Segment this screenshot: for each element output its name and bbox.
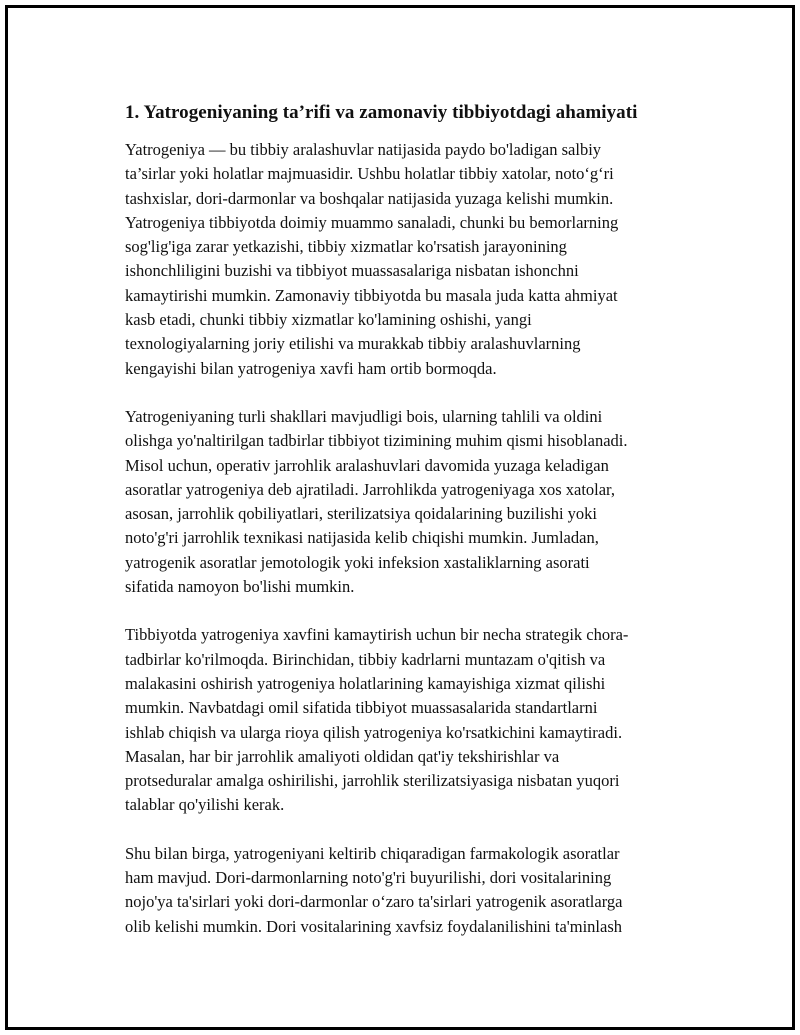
text-line: ham mavjud. Dori-darmonlarning noto'g'ri buyurilishi, dori vositalarining xyxy=(125,868,612,888)
text-line: protseduralar amalga oshirilishi, jarrohlik sterilizatsiyasiga nisbatan yuqori xyxy=(125,771,620,791)
page-frame xyxy=(5,5,795,1030)
paragraph-1 xyxy=(125,138,699,381)
section-heading: 1. Yatrogeniyaning ta’rifi va zamonaviy tibbiyotdagi ahamiyati xyxy=(125,102,638,123)
text-line: Yatrogeniya — bu tibbiy aralashuvlar natijasida paydo bo'ladigan salbiy xyxy=(125,140,602,159)
text-line: olishga yo'naltirilgan tadbirlar tibbiyot tizimining muhim qismi hisoblanadi. xyxy=(125,431,628,451)
text-line: sifatida namoyon bo'lishi mumkin. xyxy=(125,577,355,597)
paragraph-3 xyxy=(125,623,699,817)
text-line: asosan, jarrohlik qobiliyatlari, sterilizatsiya qoidalarining buzilishi yoki xyxy=(125,504,597,524)
text-line: Tibbiyotda yatrogeniya xavfini kamaytirish uchun bir necha strategik chora- xyxy=(125,625,629,645)
text-line: ishonchliligini buzishi va tibbiyot muassasalariga nisbatan ishonchni xyxy=(125,261,579,281)
text-line: Misol uchun, operativ jarrohlik aralashuvlari davomida yuzaga keladigan xyxy=(125,455,609,475)
text-line: Yatrogeniyaning turli shakllari mavjudligi bois, ularning tahlili va oldini xyxy=(125,406,603,426)
text-line: asoratlar yatrogeniya deb ajratiladi. Jarrohlikda yatrogeniyaga xos xatolar, xyxy=(125,479,616,499)
text-line: olib kelishi mumkin. Dori vositalarining xavfsiz foydalanilishini ta'minlash xyxy=(125,916,622,936)
text-line: tashxislar, dori-darmonlar va boshqalar natijasida yuzaga kelishi mumkin. xyxy=(125,188,614,208)
text-line: kengayishi bilan yatrogeniya xavfi ham ortib bormoqda. xyxy=(125,358,497,378)
text-line: noto'g'ri jarrohlik texnikasi natijasida kelib chiqishi mumkin. Jumladan, xyxy=(125,528,599,548)
text-line: talablar qo'yilishi kerak. xyxy=(125,795,285,815)
document-body xyxy=(121,100,699,963)
text-line: ta’sirlar yoki holatlar majmuasidir. Ushbu holatlar tibbiy xatolar, noto‘g‘ri xyxy=(125,164,614,184)
text-line: kamaytirishi mumkin. Zamonaviy tibbiyotda bu masala juda katta ahmiyat xyxy=(125,285,618,305)
text-line: Yatrogeniya tibbiyotda doimiy muammo sanaladi, chunki bu bemorlarning xyxy=(125,212,619,232)
text-line: Shu bilan birga, yatrogeniyani keltirib chiqaradigan farmakologik asoratlar xyxy=(125,843,620,863)
text-line: yatrogenik asoratlar jemotologik yoki infeksion xastaliklarning asorati xyxy=(125,552,590,572)
text-line: tadbirlar ko'rilmoqda. Birinchidan, tibbiy kadrlarni muntazam o'qitish va xyxy=(125,649,606,669)
text-line: mumkin. Navbatdagi omil sifatida tibbiyot muassasalarida standartlarni xyxy=(125,698,598,718)
text-line: kasb etadi, chunki tibbiy xizmatlar ko'lamining oshishi, yangi xyxy=(125,310,532,330)
text-line: ishlab chiqish va ularga rioya qilish yatrogeniya ko'rsatkichini kamaytiradi. xyxy=(125,722,623,742)
text-line: texnologiyalarning joriy etilishi va murakkab tibbiy aralashuvlarning xyxy=(125,334,581,354)
text-line: nojo'ya ta'sirlari yoki dori-darmonlar o‘zaro ta'sirlari yatrogenik asoratlarga xyxy=(125,892,623,912)
text-line: sog'lig'iga zarar yetkazishi, tibbiy xizmatlar ko'rsatish jarayonining xyxy=(125,237,567,257)
paragraph-4 xyxy=(125,842,699,939)
text-line: malakasini oshirish yatrogeniya holatlarining kamayishiga xizmat qilishi xyxy=(125,673,606,693)
text-line: Masalan, har bir jarrohlik amaliyoti oldidan qat'iy tekshirishlar va xyxy=(125,746,560,766)
paragraph-2 xyxy=(125,405,699,599)
